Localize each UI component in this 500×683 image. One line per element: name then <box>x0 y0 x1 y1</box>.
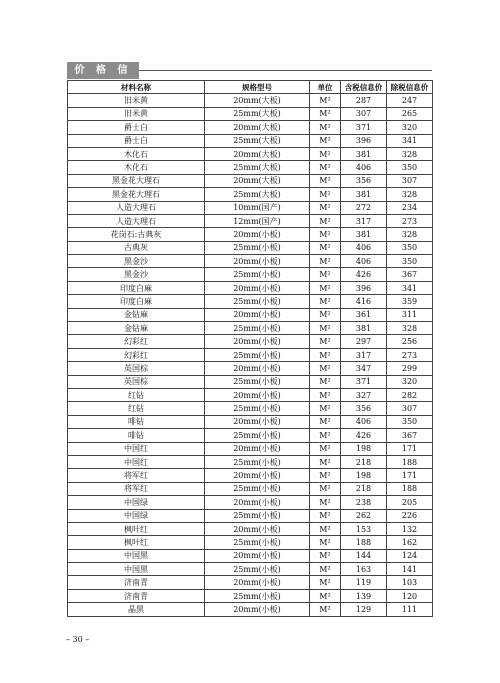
table-row <box>68 322 433 335</box>
cell-spec: 25mm(大板) <box>205 107 310 120</box>
cell-spec: 20mm(大板) <box>205 121 310 134</box>
cell-price-with-tax: 406 <box>341 241 387 254</box>
cell-price-with-tax: 188 <box>341 536 387 549</box>
cell-unit: M² <box>310 603 341 616</box>
table-row <box>68 295 433 308</box>
cell-unit: M² <box>310 228 341 241</box>
table-row <box>68 107 433 120</box>
section-title: 价 格 信 息 <box>67 62 139 79</box>
table-row <box>68 429 433 442</box>
table-row <box>68 255 433 268</box>
cell-price-with-tax: 262 <box>341 509 387 522</box>
cell-spec: 25mm(小板) <box>205 295 310 308</box>
cell-spec: 25mm(大板) <box>205 188 310 201</box>
cell-price-without-tax: 328 <box>387 188 433 201</box>
cell-unit: M² <box>310 295 341 308</box>
table-row <box>68 362 433 375</box>
cell-price-with-tax: 272 <box>341 201 387 214</box>
cell-unit: M² <box>310 268 341 281</box>
cell-price-without-tax: 328 <box>387 228 433 241</box>
table-row <box>68 455 433 468</box>
cell-unit: M² <box>310 549 341 562</box>
cell-material-name: 将军红 <box>68 469 205 482</box>
cell-unit: M² <box>310 174 341 187</box>
cell-unit: M² <box>310 188 341 201</box>
cell-material-name: 红钻 <box>68 402 205 415</box>
cell-unit: M² <box>310 147 341 160</box>
cell-unit: M² <box>310 121 341 134</box>
table-row <box>68 201 433 214</box>
table-row <box>68 536 433 549</box>
table-row <box>68 415 433 428</box>
cell-price-without-tax: 341 <box>387 134 433 147</box>
cell-price-without-tax: 307 <box>387 174 433 187</box>
cell-material-name: 爵士白 <box>68 121 205 134</box>
cell-material-name: 啡钻 <box>68 429 205 442</box>
cell-spec: 25mm(大板) <box>205 134 310 147</box>
cell-material-name: 印度白麻 <box>68 295 205 308</box>
cell-unit: M² <box>310 482 341 495</box>
cell-unit: M² <box>310 576 341 589</box>
cell-price-without-tax: 188 <box>387 455 433 468</box>
cell-price-without-tax: 171 <box>387 442 433 455</box>
cell-unit: M² <box>310 509 341 522</box>
cell-spec: 25mm(小板) <box>205 563 310 576</box>
cell-price-with-tax: 426 <box>341 429 387 442</box>
cell-unit: M² <box>310 255 341 268</box>
cell-price-without-tax: 320 <box>387 375 433 388</box>
cell-price-without-tax: 124 <box>387 549 433 562</box>
cell-material-name: 中国绿 <box>68 496 205 509</box>
cell-price-without-tax: 367 <box>387 268 433 281</box>
cell-material-name: 木化石 <box>68 161 205 174</box>
cell-material-name: 中国绿 <box>68 509 205 522</box>
cell-price-without-tax: 341 <box>387 281 433 294</box>
cell-material-name: 啡钻 <box>68 415 205 428</box>
cell-spec: 25mm(小板) <box>205 429 310 442</box>
cell-price-without-tax: 162 <box>387 536 433 549</box>
cell-material-name: 人造大理石 <box>68 201 205 214</box>
table-row <box>68 496 433 509</box>
cell-material-name: 金钻麻 <box>68 308 205 321</box>
cell-unit: M² <box>310 201 341 214</box>
cell-material-name: 黑金花大理石 <box>68 174 205 187</box>
cell-price-with-tax: 297 <box>341 335 387 348</box>
table-row <box>68 603 433 616</box>
cell-material-name: 红钻 <box>68 388 205 401</box>
cell-price-with-tax: 381 <box>341 188 387 201</box>
cell-unit: M² <box>310 388 341 401</box>
cell-price-with-tax: 144 <box>341 549 387 562</box>
cell-spec: 20mm(小板) <box>205 255 310 268</box>
cell-price-without-tax: 111 <box>387 603 433 616</box>
cell-price-without-tax: 247 <box>387 94 433 107</box>
cell-spec: 20mm(小板) <box>205 603 310 616</box>
cell-unit: M² <box>310 308 341 321</box>
cell-price-with-tax: 119 <box>341 576 387 589</box>
cell-unit: M² <box>310 429 341 442</box>
header-unit: 单位 <box>310 81 341 94</box>
cell-unit: M² <box>310 322 341 335</box>
cell-price-without-tax: 265 <box>387 107 433 120</box>
cell-material-name: 旧米黄 <box>68 94 205 107</box>
cell-price-with-tax: 218 <box>341 482 387 495</box>
cell-price-without-tax: 205 <box>387 496 433 509</box>
cell-price-without-tax: 350 <box>387 241 433 254</box>
cell-spec: 25mm(大板) <box>205 161 310 174</box>
table-row <box>68 161 433 174</box>
cell-spec: 20mm(小板) <box>205 388 310 401</box>
cell-price-without-tax: 226 <box>387 509 433 522</box>
cell-price-without-tax: 103 <box>387 576 433 589</box>
table-row <box>68 576 433 589</box>
cell-price-without-tax: 350 <box>387 255 433 268</box>
table-row <box>68 228 433 241</box>
cell-unit: M² <box>310 563 341 576</box>
cell-price-with-tax: 287 <box>341 94 387 107</box>
cell-spec: 20mm(小板) <box>205 576 310 589</box>
cell-price-with-tax: 198 <box>341 469 387 482</box>
table-row <box>68 388 433 401</box>
header-spec: 规格型号 <box>205 81 310 94</box>
cell-material-name: 爵士白 <box>68 134 205 147</box>
cell-unit: M² <box>310 402 341 415</box>
cell-spec: 20mm(小板) <box>205 415 310 428</box>
cell-material-name: 幻彩红 <box>68 348 205 361</box>
cell-price-with-tax: 307 <box>341 107 387 120</box>
table-row <box>68 589 433 602</box>
cell-price-with-tax: 371 <box>341 375 387 388</box>
cell-material-name: 英国棕 <box>68 362 205 375</box>
table-row <box>68 134 433 147</box>
cell-unit: M² <box>310 415 341 428</box>
cell-price-with-tax: 163 <box>341 563 387 576</box>
cell-material-name: 中国黑 <box>68 549 205 562</box>
cell-spec: 25mm(小板) <box>205 536 310 549</box>
cell-spec: 20mm(大板) <box>205 94 310 107</box>
cell-price-with-tax: 218 <box>341 455 387 468</box>
page-number: – 30 – <box>66 635 90 644</box>
table-row <box>68 402 433 415</box>
cell-price-without-tax: 256 <box>387 335 433 348</box>
cell-unit: M² <box>310 214 341 227</box>
price-table <box>67 80 433 617</box>
cell-unit: M² <box>310 348 341 361</box>
cell-spec: 10mm(国产) <box>205 201 310 214</box>
cell-price-without-tax: 273 <box>387 348 433 361</box>
cell-price-with-tax: 153 <box>341 522 387 535</box>
table-row <box>68 509 433 522</box>
cell-price-with-tax: 381 <box>341 228 387 241</box>
cell-material-name: 枫叶红 <box>68 522 205 535</box>
cell-unit: M² <box>310 335 341 348</box>
cell-price-with-tax: 238 <box>341 496 387 509</box>
cell-spec: 20mm(小板) <box>205 362 310 375</box>
cell-unit: M² <box>310 107 341 120</box>
cell-material-name: 英国棕 <box>68 375 205 388</box>
cell-spec: 20mm(小板) <box>205 549 310 562</box>
cell-price-with-tax: 317 <box>341 214 387 227</box>
cell-unit: M² <box>310 536 341 549</box>
cell-unit: M² <box>310 469 341 482</box>
cell-spec: 25mm(小板) <box>205 455 310 468</box>
cell-spec: 20mm(小板) <box>205 281 310 294</box>
table-row <box>68 281 433 294</box>
table-row <box>68 308 433 321</box>
cell-spec: 25mm(小板) <box>205 402 310 415</box>
cell-material-name: 中国黑 <box>68 563 205 576</box>
cell-price-with-tax: 406 <box>341 255 387 268</box>
cell-material-name: 济南青 <box>68 589 205 602</box>
table-row <box>68 241 433 254</box>
table-row <box>68 174 433 187</box>
cell-price-with-tax: 381 <box>341 147 387 160</box>
cell-price-without-tax: 367 <box>387 429 433 442</box>
cell-price-with-tax: 416 <box>341 295 387 308</box>
cell-material-name: 人造大理石 <box>68 214 205 227</box>
cell-spec: 20mm(小板) <box>205 308 310 321</box>
table-row <box>68 188 433 201</box>
cell-material-name: 幻彩红 <box>68 335 205 348</box>
cell-unit: M² <box>310 94 341 107</box>
cell-spec: 25mm(小板) <box>205 589 310 602</box>
table-row <box>68 214 433 227</box>
cell-unit: M² <box>310 442 341 455</box>
table-header-row <box>68 81 433 94</box>
cell-spec: 20mm(小板) <box>205 228 310 241</box>
cell-material-name: 中国红 <box>68 455 205 468</box>
cell-unit: M² <box>310 161 341 174</box>
table-row <box>68 482 433 495</box>
cell-material-name: 济南青 <box>68 576 205 589</box>
cell-price-without-tax: 307 <box>387 402 433 415</box>
header-material-name: 材料名称 <box>68 81 205 94</box>
cell-price-with-tax: 371 <box>341 121 387 134</box>
cell-price-with-tax: 381 <box>341 322 387 335</box>
cell-price-without-tax: 359 <box>387 295 433 308</box>
cell-unit: M² <box>310 522 341 535</box>
header-rule <box>139 70 432 71</box>
cell-spec: 25mm(小板) <box>205 241 310 254</box>
cell-price-with-tax: 396 <box>341 134 387 147</box>
cell-spec: 25mm(小板) <box>205 268 310 281</box>
table-body <box>68 94 433 616</box>
cell-unit: M² <box>310 281 341 294</box>
cell-material-name: 中国红 <box>68 442 205 455</box>
header-price-with-tax: 含税信息价 <box>341 81 387 94</box>
cell-price-without-tax: 311 <box>387 308 433 321</box>
cell-price-without-tax: 282 <box>387 388 433 401</box>
cell-price-without-tax: 171 <box>387 469 433 482</box>
cell-price-with-tax: 356 <box>341 402 387 415</box>
cell-price-with-tax: 426 <box>341 268 387 281</box>
table-row <box>68 522 433 535</box>
table-row <box>68 442 433 455</box>
cell-spec: 25mm(小板) <box>205 348 310 361</box>
cell-price-with-tax: 327 <box>341 388 387 401</box>
table-row <box>68 375 433 388</box>
cell-price-with-tax: 198 <box>341 442 387 455</box>
cell-material-name: 花岗石:古典灰 <box>68 228 205 241</box>
cell-material-name: 黑金沙 <box>68 255 205 268</box>
cell-spec: 12mm(国产) <box>205 214 310 227</box>
cell-price-with-tax: 129 <box>341 603 387 616</box>
cell-spec: 20mm(小板) <box>205 469 310 482</box>
cell-spec: 20mm(小板) <box>205 442 310 455</box>
cell-material-name: 枫叶红 <box>68 536 205 549</box>
cell-spec: 20mm(大板) <box>205 174 310 187</box>
table-row <box>68 268 433 281</box>
cell-spec: 20mm(大板) <box>205 147 310 160</box>
header-price-without-tax: 除税信息价 <box>387 81 433 94</box>
cell-price-without-tax: 350 <box>387 415 433 428</box>
cell-spec: 25mm(小板) <box>205 375 310 388</box>
cell-material-name: 古典灰 <box>68 241 205 254</box>
cell-price-without-tax: 350 <box>387 161 433 174</box>
cell-price-without-tax: 273 <box>387 214 433 227</box>
cell-price-without-tax: 328 <box>387 147 433 160</box>
cell-price-with-tax: 396 <box>341 281 387 294</box>
cell-spec: 20mm(小板) <box>205 496 310 509</box>
cell-unit: M² <box>310 496 341 509</box>
cell-material-name: 黑金花大理石 <box>68 188 205 201</box>
table-row <box>68 563 433 576</box>
cell-unit: M² <box>310 241 341 254</box>
table-row <box>68 147 433 160</box>
cell-unit: M² <box>310 589 341 602</box>
cell-unit: M² <box>310 362 341 375</box>
cell-material-name: 旧米黄 <box>68 107 205 120</box>
cell-spec: 20mm(小板) <box>205 335 310 348</box>
table-row <box>68 94 433 107</box>
cell-unit: M² <box>310 455 341 468</box>
cell-spec: 25mm(小板) <box>205 482 310 495</box>
cell-material-name: 黑金沙 <box>68 268 205 281</box>
cell-price-without-tax: 188 <box>387 482 433 495</box>
table-row <box>68 469 433 482</box>
cell-price-with-tax: 317 <box>341 348 387 361</box>
cell-unit: M² <box>310 375 341 388</box>
table-row <box>68 348 433 361</box>
cell-spec: 25mm(小板) <box>205 509 310 522</box>
cell-unit: M² <box>310 134 341 147</box>
cell-price-without-tax: 132 <box>387 522 433 535</box>
cell-price-with-tax: 406 <box>341 161 387 174</box>
cell-price-with-tax: 361 <box>341 308 387 321</box>
table-row <box>68 549 433 562</box>
cell-price-without-tax: 120 <box>387 589 433 602</box>
cell-material-name: 金钻麻 <box>68 322 205 335</box>
cell-material-name: 将军红 <box>68 482 205 495</box>
cell-spec: 20mm(小板) <box>205 522 310 535</box>
cell-price-without-tax: 234 <box>387 201 433 214</box>
cell-price-without-tax: 141 <box>387 563 433 576</box>
cell-price-with-tax: 347 <box>341 362 387 375</box>
table-row <box>68 121 433 134</box>
cell-price-without-tax: 299 <box>387 362 433 375</box>
cell-price-with-tax: 406 <box>341 415 387 428</box>
cell-material-name: 晶黑 <box>68 603 205 616</box>
cell-price-without-tax: 328 <box>387 322 433 335</box>
table-row <box>68 335 433 348</box>
cell-material-name: 木化石 <box>68 147 205 160</box>
cell-price-without-tax: 320 <box>387 121 433 134</box>
cell-price-with-tax: 356 <box>341 174 387 187</box>
cell-material-name: 印度白麻 <box>68 281 205 294</box>
cell-spec: 25mm(小板) <box>205 322 310 335</box>
cell-price-with-tax: 139 <box>341 589 387 602</box>
